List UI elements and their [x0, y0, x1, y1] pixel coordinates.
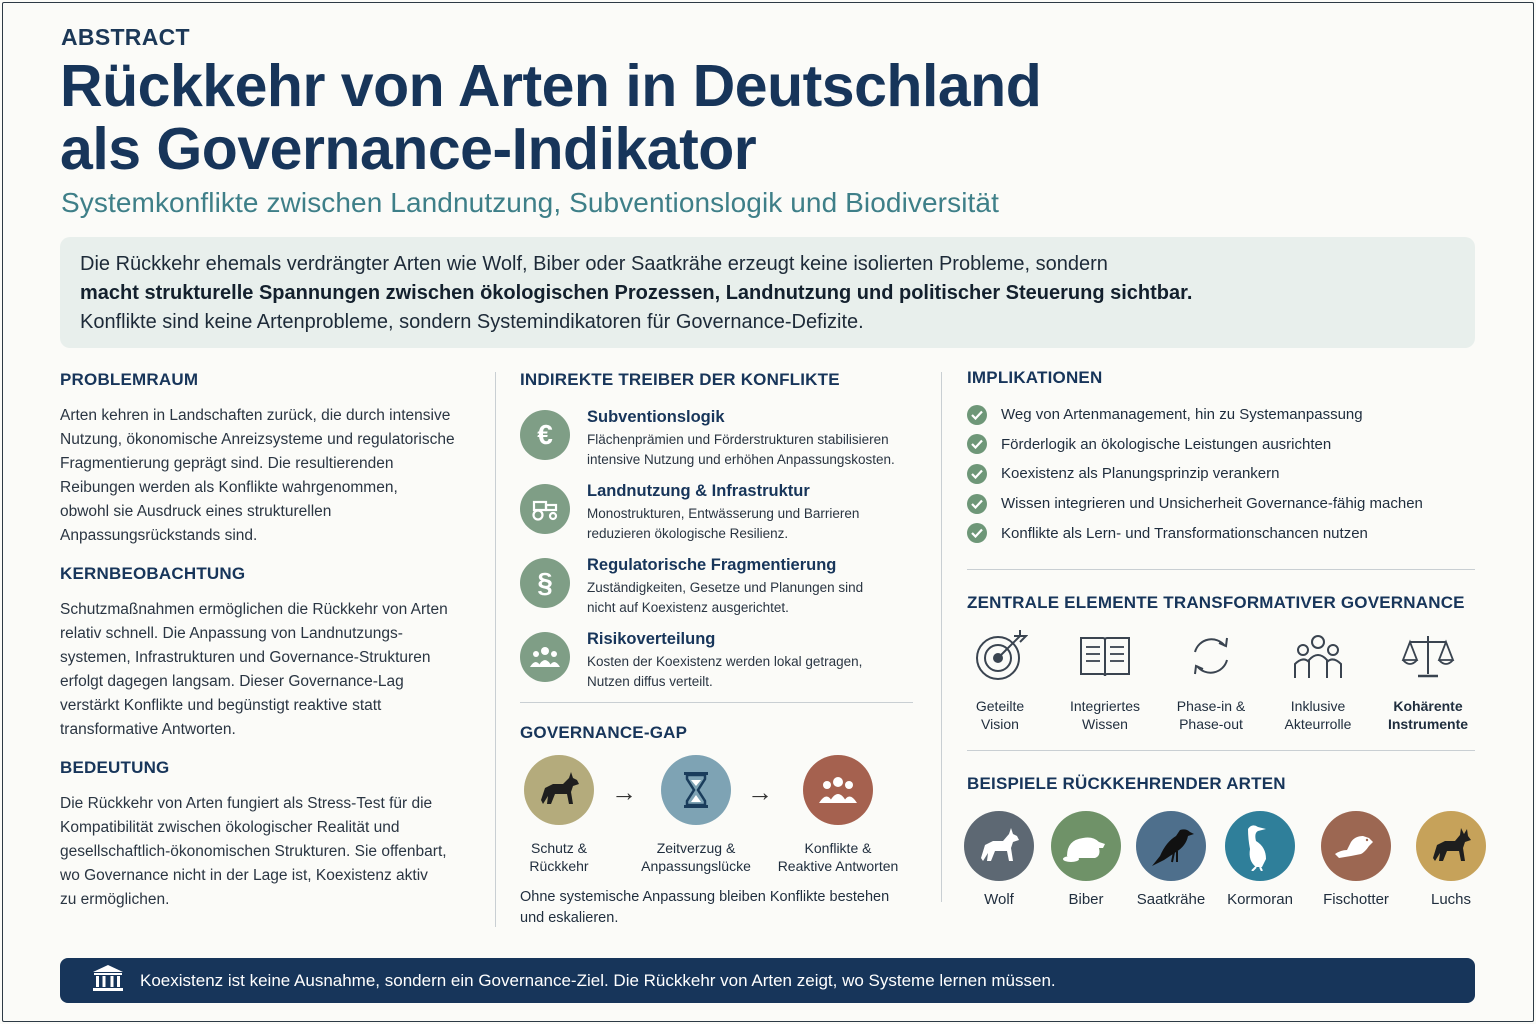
left-column: [60, 370, 470, 928]
gov-label: [1265, 697, 1371, 733]
driver-text-2: reduzieren ökologische Resilienz.: [587, 526, 789, 541]
driver-regulatorisch: [520, 556, 915, 614]
abstract-label: ABSTRACT: [61, 24, 190, 50]
gov-label-line: Kohärente: [1393, 698, 1463, 714]
bedeutung-section: [60, 758, 470, 912]
institution-icon: [92, 964, 124, 997]
gap-label-line: Konflikte &: [804, 840, 872, 856]
species-luchs: [1406, 811, 1496, 908]
text-line: Die Rückkehr von Arten fungiert als Stress-Test für die: [60, 795, 433, 812]
target-icon: [947, 630, 1053, 687]
column-divider-right: [941, 372, 942, 902]
text-line: verstärkt Konflikte und begünstigt reaktive statt: [60, 697, 382, 714]
scales-icon: [1375, 630, 1481, 687]
footer-banner: [60, 958, 1475, 1003]
gap-step-konflikte: [768, 755, 908, 875]
driver-title: Risikoverteilung: [587, 630, 716, 648]
book-icon: [1052, 630, 1158, 687]
gov-label-line: Akteurrolle: [1284, 716, 1352, 732]
governance-elements: [960, 630, 1480, 730]
text-line: relativ schnell. Die Anpassung von Landnutzungs-: [60, 625, 403, 642]
page-title: [60, 55, 1160, 181]
people-icon: [803, 755, 873, 825]
otter-icon: [1321, 811, 1391, 881]
driver-text-1: Kosten der Koexistenz werden lokal getragen,: [587, 654, 863, 669]
gov-label-line: Phase-in &: [1176, 698, 1246, 714]
implication-text: Wissen integrieren und Unsicherheit Governance-fähig machen: [1001, 495, 1423, 513]
text-line: Fragmentierung geprägt sind. Die resultierenden: [60, 455, 394, 472]
list-item: [967, 489, 1477, 519]
driver-text-2: nicht auf Koexistenz ausgerichtet.: [587, 600, 789, 615]
gov-element-instrumente: [1375, 630, 1481, 733]
hourglass-icon: [661, 755, 731, 825]
driver-text-2: Nutzen diffus verteilt.: [587, 674, 713, 689]
page-subtitle: Systemkonflikte zwischen Landnutzung, Subventionslogik und Biodiversität: [61, 187, 999, 218]
gap-label-line: Rückkehr: [529, 858, 589, 874]
gov-label-line: Integriertes: [1069, 698, 1141, 714]
implication-text: Koexistenz als Planungsprinzip verankern: [1001, 465, 1280, 483]
text-line: Nutzung, ökonomische Anreizsysteme und regulatorische: [60, 431, 455, 448]
text-line: transformative Antworten.: [60, 721, 236, 738]
text-line: gesellschaftlich-ökonomischen Strukturen. Sie offenbart,: [60, 843, 447, 860]
gap-label-line: Zeitverzug &: [656, 840, 736, 856]
gap-label: [626, 839, 766, 875]
problem-text: [60, 404, 470, 548]
check-icon: [967, 434, 987, 454]
group-icon: [520, 632, 570, 682]
species-biber: [1041, 811, 1131, 908]
governance-gap-flow: [520, 755, 915, 875]
text-line: Reibungen werden als Konflikte wahrgenommen,: [60, 479, 398, 496]
drivers-heading: INDIREKTE TREIBER DER KONFLIKTE: [520, 370, 840, 389]
gov-element-akteure: [1265, 630, 1371, 733]
check-icon: [967, 464, 987, 484]
kern-section: [60, 564, 470, 742]
gap-label: [489, 839, 629, 875]
text-line: Schutzmaßnahmen ermöglichen die Rückkehr von Arten: [60, 601, 448, 618]
gov-label: [1052, 697, 1158, 733]
gap-label-line: Reaktive Antworten: [777, 858, 899, 874]
species-fischotter: [1311, 811, 1401, 908]
driver-text-1: Flächenprämien und Förderstrukturen stabilisieren: [587, 432, 889, 447]
species-saatkraehe: [1126, 811, 1216, 908]
problem-heading: PROBLEMRAUM: [60, 370, 199, 389]
implication-text: Konflikte als Lern- und Transformationschancen nutzen: [1001, 524, 1368, 542]
species-label: Kormoran: [1227, 891, 1293, 908]
arrow-right-icon: →: [747, 777, 773, 807]
implication-text: Weg von Artenmanagement, hin zu Systemanpassung: [1001, 406, 1363, 424]
intro-line-2: macht strukturelle Spannungen zwischen ökologischen Prozessen, Landnutzung und politischer Steuerung sichtbar.: [80, 282, 1193, 304]
text-line: wo Governance nicht in der Lage ist, Koexistenz aktiv: [60, 867, 428, 884]
species-wolf: [954, 811, 1044, 908]
species-list: [960, 811, 1500, 911]
gov-label: [1375, 697, 1481, 733]
gov-label: [947, 697, 1053, 733]
problem-section: [60, 370, 470, 548]
bedeutung-text: [60, 792, 470, 912]
paragraph-icon: §: [520, 558, 570, 608]
gap-step-zeitverzug: [626, 755, 766, 875]
people-icon: [1265, 630, 1371, 687]
arrow-right-icon: →: [611, 777, 637, 807]
driver-title: Subventionslogik: [587, 408, 725, 426]
right-column: [967, 368, 1477, 548]
middle-column: [520, 370, 915, 688]
driver-title: Regulatorische Fragmentierung: [587, 556, 837, 574]
gap-label: [768, 839, 908, 875]
text-line: erfolgt dagegen langsam. Dieser Governance-Lag: [60, 673, 404, 690]
gap-note: [520, 887, 889, 929]
species-heading: BEISPIELE RÜCKKEHRENDER ARTEN: [967, 774, 1286, 793]
gov-label: [1158, 697, 1264, 733]
list-item: [967, 430, 1477, 460]
gap-label-line: Schutz &: [530, 840, 588, 856]
footer-text: Koexistenz ist keine Ausnahme, sondern ein Governance-Ziel. Die Rückkehr von Arten zeigt, wo Systeme lernen müssen.: [140, 970, 1056, 990]
wolf-icon: [964, 811, 1034, 881]
kern-heading: KERNBEOBACHTUNG: [60, 564, 246, 583]
cormorant-icon: [1225, 811, 1295, 881]
check-icon: [967, 494, 987, 514]
right-divider-2: [967, 750, 1475, 751]
list-item: [967, 518, 1477, 548]
species-label: Saatkrähe: [1136, 891, 1206, 908]
list-item: [967, 459, 1477, 489]
impl-heading: IMPLIKATIONEN: [967, 368, 1103, 387]
text-line: Kompatibilität zwischen ökologischer Realität und: [60, 819, 400, 836]
implication-text: Förderlogik an ökologische Leistungen ausrichten: [1001, 435, 1332, 453]
driver-text-2: intensive Nutzung und erhöhen Anpassungskosten.: [587, 452, 895, 467]
species-label: Biber: [1068, 891, 1104, 908]
check-icon: [967, 405, 987, 425]
gov-label-line: Inklusive: [1290, 698, 1346, 714]
euro-icon: €: [520, 410, 570, 460]
gov-label-line: Phase-out: [1179, 716, 1243, 732]
wolf-icon: [524, 755, 594, 825]
gap-heading: GOVERNANCE-GAP: [520, 723, 688, 742]
species-label: Fischotter: [1323, 891, 1389, 908]
driver-text-1: Monostrukturen, Entwässerung und Barrieren: [587, 506, 860, 521]
gap-label-line: Anpassungslücke: [641, 858, 751, 874]
gov-element-phase: [1158, 630, 1264, 733]
title-line-2: als Governance-Indikator: [60, 116, 757, 182]
text-line: Arten kehren in Landschaften zurück, die durch intensive: [60, 407, 451, 424]
crow-icon: [1136, 811, 1206, 881]
driver-text-1: Zuständigkeiten, Gesetze und Planungen sind: [587, 580, 864, 595]
title-line-1: Rückkehr von Arten in Deutschland: [60, 53, 1042, 119]
text-line: systemen, Infrastrukturen und Governance-Strukturen: [60, 649, 431, 666]
species-label: Wolf: [984, 891, 1014, 908]
list-item: [967, 400, 1477, 430]
implications-list: [967, 400, 1477, 548]
check-icon: [967, 523, 987, 543]
gap-note-line: Ohne systemische Anpassung bleiben Konflikte bestehen: [520, 889, 890, 905]
kern-text: [60, 598, 470, 742]
bedeutung-heading: BEDEUTUNG: [60, 758, 170, 777]
text-line: zu ermöglichen.: [60, 891, 170, 908]
gov-element-wissen: [1052, 630, 1158, 733]
intro-line-3: Konflikte sind keine Artenprobleme, sondern Systemindikatoren für Governance-Defizite.: [80, 311, 864, 333]
species-kormoran: [1215, 811, 1305, 908]
text-line: Anpassungsrückstands sind.: [60, 527, 258, 544]
gap-step-schutz: [489, 755, 629, 875]
middle-divider: [520, 702, 913, 703]
intro-line-1: Die Rückkehr ehemals verdrängter Arten wie Wolf, Biber oder Saatkrähe erzeugt keine isolierten Probleme, sondern: [80, 253, 1108, 275]
gap-note-line: und eskalieren.: [520, 910, 619, 926]
tractor-icon: [520, 484, 570, 534]
gov-label-line: Geteilte: [975, 698, 1025, 714]
species-label: Luchs: [1430, 891, 1472, 908]
gov-label-line: Wissen: [1082, 716, 1128, 732]
beaver-icon: [1051, 811, 1121, 881]
gov-heading: ZENTRALE ELEMENTE TRANSFORMATIVER GOVERNANCE: [967, 593, 1465, 612]
driver-risiko: [520, 630, 915, 688]
driver-landnutzung: [520, 482, 915, 540]
gov-label-line: Instrumente: [1387, 716, 1469, 732]
intro-box: [60, 237, 1475, 348]
driver-subvention: [520, 408, 915, 466]
driver-title: Landnutzung & Infrastruktur: [587, 482, 810, 500]
lynx-icon: [1416, 811, 1486, 881]
cycle-icon: [1158, 630, 1264, 687]
gov-element-vision: [947, 630, 1053, 733]
text-line: obwohl sie Ausdruck eines strukturellen: [60, 503, 332, 520]
gov-label-line: Vision: [981, 716, 1019, 732]
right-divider-1: [967, 569, 1475, 570]
